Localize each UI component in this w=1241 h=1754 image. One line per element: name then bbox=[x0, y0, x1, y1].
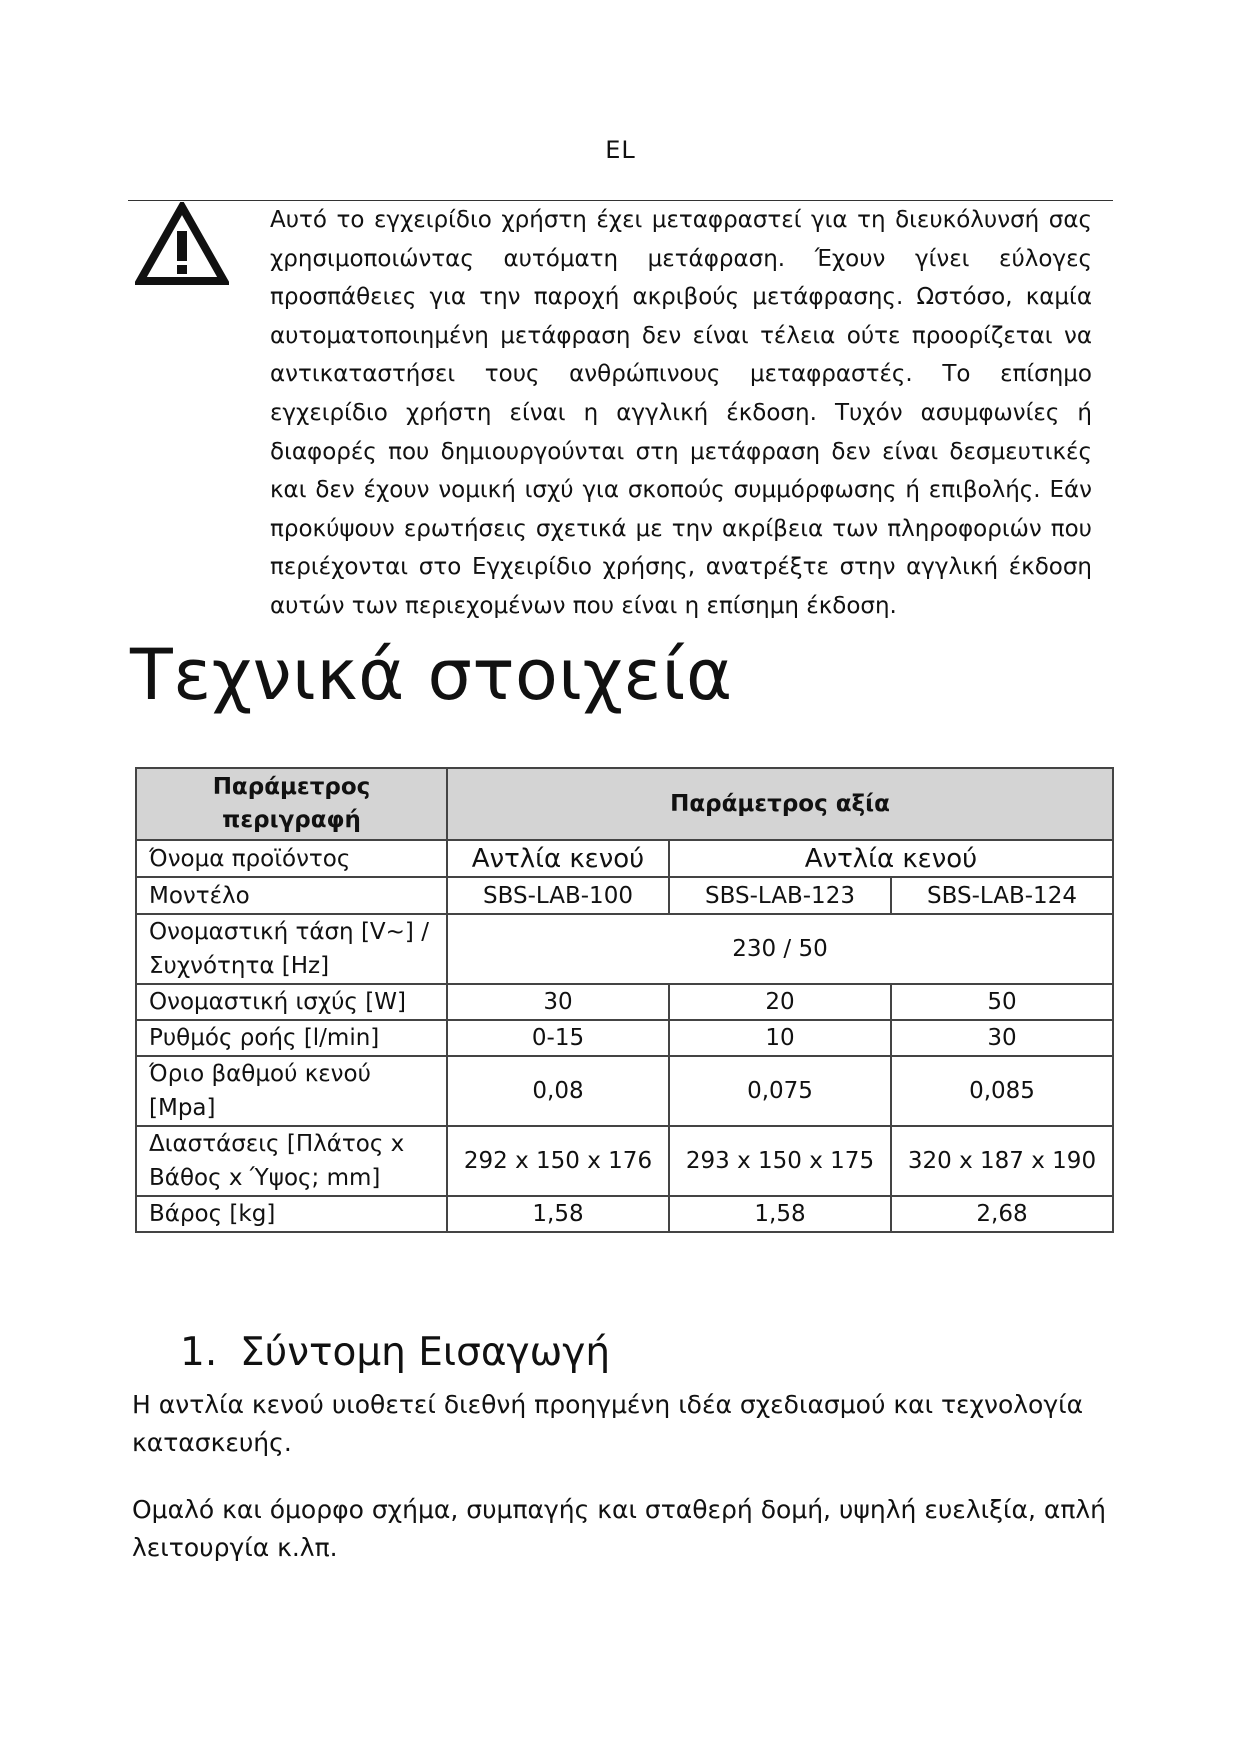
row-label: Όνομα προϊόντος bbox=[136, 840, 447, 877]
cell-value: SBS-LAB-100 bbox=[447, 877, 669, 914]
table-row bbox=[136, 1020, 1113, 1056]
table-row bbox=[136, 1056, 1113, 1126]
row-label: Ονομαστική ισχύς [W] bbox=[136, 984, 447, 1020]
cell-value: 0,085 bbox=[891, 1056, 1113, 1126]
cell-value: 10 bbox=[669, 1020, 891, 1056]
table-row bbox=[136, 1126, 1113, 1196]
cell-value: 320 x 187 x 190 bbox=[891, 1126, 1113, 1196]
table-row bbox=[136, 840, 1113, 877]
cell-value: Αντλία κενού bbox=[447, 840, 669, 877]
row-label: Ονομαστική τάση [V~] / Συχνότητα [Hz] bbox=[136, 914, 447, 984]
row-label: Ρυθμός ροής [l/min] bbox=[136, 1020, 447, 1056]
language-code: EL bbox=[605, 136, 636, 164]
table-row bbox=[136, 877, 1113, 914]
intro-paragraph-1: Η αντλία κενού υιοθετεί διεθνή προηγμένη ιδέα σχεδιασμού και τεχνολογία κατασκευής. bbox=[132, 1390, 1084, 1457]
header-param-value: Παράμετρος αξία bbox=[447, 768, 1113, 840]
cell-value: 30 bbox=[891, 1020, 1113, 1056]
cell-value: 0,08 bbox=[447, 1056, 669, 1126]
table-row bbox=[136, 984, 1113, 1020]
cell-value: Αντλία κενού bbox=[669, 840, 1113, 877]
cell-value: 293 x 150 x 175 bbox=[669, 1126, 891, 1196]
section-title: Σύντομη Εισαγωγή bbox=[240, 1330, 611, 1375]
intro-paragraph-2: Ομαλό και όμορφο σχήμα, συμπαγής και σταθερή δομή, υψηλή ευελιξία, απλή λειτουργία κ.λπ. bbox=[132, 1495, 1107, 1562]
row-label: Μοντέλο bbox=[136, 877, 447, 914]
header-param-description: Παράμετρος περιγραφή bbox=[136, 768, 447, 840]
translation-disclaimer: Αυτό το εγχειρίδιο χρήστη έχει μεταφραστεί για τη διευκόλυνσή σας χρησιμοποιώντας αυτόματη μετάφραση. Έχουν γίνει εύλογες προσπάθειες για την παροχή ακριβούς μετάφρασης. Ωστόσο, καμία αυτοματοποιημένη μετάφραση δεν είναι τέλεια ούτε προορίζεται να αντικαταστήσει τους ανθρώπινους μεταφραστές. Το επίσημο εγχειρίδιο χρήστη είναι η αγγλική έκδοση. Τυχόν ασυμφωνίες ή διαφορές που δημιουργούνται στη μετάφραση δεν είναι δεσμευτικές και δεν έχουν νομική ισχύ για σκοπούς συμμόρφωσης ή επιβολής. Εάν προκύψουν ερωτήσεις σχετικά με την ακρίβεια των πληροφοριών που περιέχονται στο Εγχειρίδιο χρήσης, ανατρέξτε στην αγγλική έκδοση αυτών των περιεχομένων που είναι η επίσημη έκδοση. bbox=[270, 207, 1092, 619]
section-heading bbox=[180, 1330, 610, 1375]
table-header-row bbox=[136, 768, 1113, 840]
page-title: Τεχνικά στοιχεία bbox=[130, 634, 733, 716]
cell-value: 1,58 bbox=[447, 1196, 669, 1232]
cell-value: 30 bbox=[447, 984, 669, 1020]
cell-value: 230 / 50 bbox=[447, 914, 1113, 984]
cell-value: 50 bbox=[891, 984, 1113, 1020]
row-label: Όριο βαθμού κενού [Mpa] bbox=[136, 1056, 447, 1126]
cell-value: 20 bbox=[669, 984, 891, 1020]
row-label: Βάρος [kg] bbox=[136, 1196, 447, 1232]
cell-value: 292 x 150 x 176 bbox=[447, 1126, 669, 1196]
row-label: Διαστάσεις [Πλάτος x Βάθος x Ύψος; mm] bbox=[136, 1126, 447, 1196]
cell-value: 2,68 bbox=[891, 1196, 1113, 1232]
table-row bbox=[136, 914, 1113, 984]
cell-value: 0-15 bbox=[447, 1020, 669, 1056]
cell-value: SBS-LAB-123 bbox=[669, 877, 891, 914]
cell-value: 1,58 bbox=[669, 1196, 891, 1232]
table-row bbox=[136, 1196, 1113, 1232]
cell-value: SBS-LAB-124 bbox=[891, 877, 1113, 914]
technical-specs-table bbox=[135, 767, 1114, 1233]
warning-triangle-icon bbox=[135, 202, 229, 286]
section-number: 1. bbox=[180, 1330, 218, 1375]
cell-value: 0,075 bbox=[669, 1056, 891, 1126]
